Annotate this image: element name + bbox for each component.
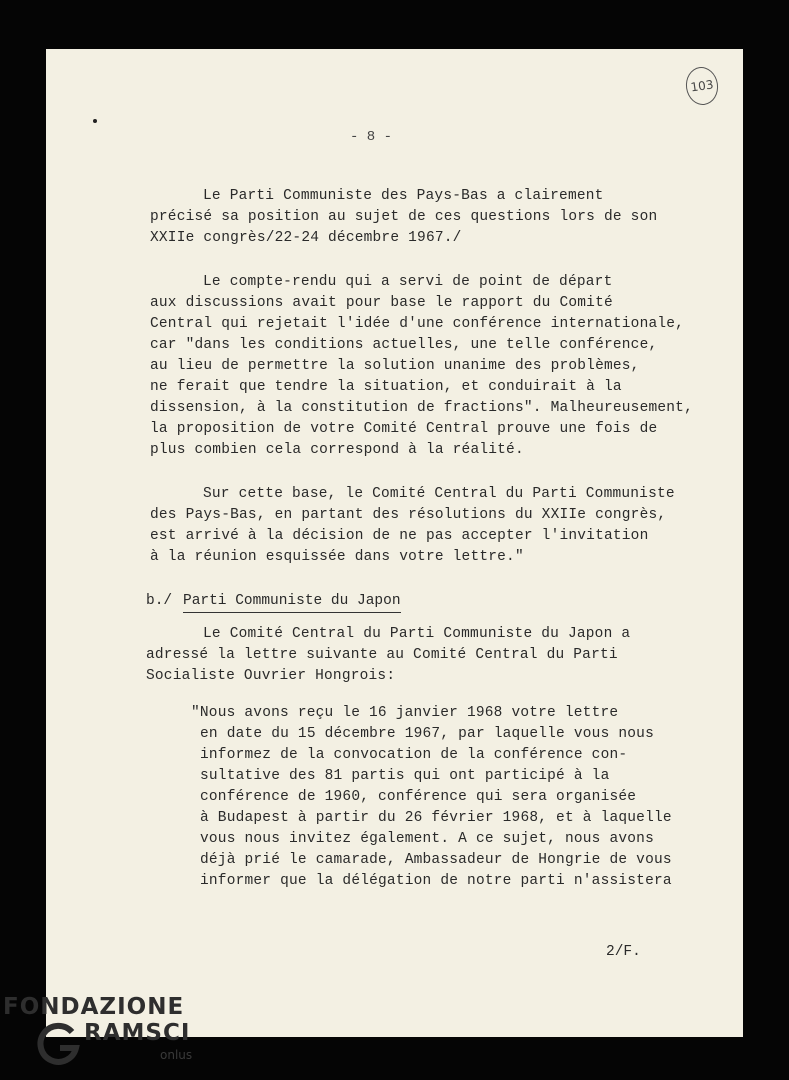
- text-line: adressé la lettre suivante au Comité Central du Parti: [146, 647, 618, 663]
- text-line: des Pays-Bas, en partant des résolutions du XXIIe congrès,: [150, 507, 667, 523]
- archive-number: 103: [684, 65, 721, 107]
- quote-line: à Budapest à partir du 26 février 1968, et à laquelle: [200, 810, 672, 826]
- text-line: à la réunion esquissée dans votre lettre.": [150, 549, 524, 565]
- quote-line: vous nous invitez également. A ce sujet, nous avons: [200, 831, 654, 847]
- text-line: Le Parti Communiste des Pays-Bas a clairement: [203, 188, 604, 204]
- text-line: Central qui rejetait l'idée d'une conférence internationale,: [150, 316, 685, 332]
- text-line: Le compte-rendu qui a servi de point de départ: [203, 274, 613, 290]
- text-line: XXIIe congrès/22-24 décembre 1967./: [150, 230, 462, 246]
- text-line: la proposition de votre Comité Central prouve une fois de: [150, 421, 658, 437]
- text-line: Le Comité Central du Parti Communiste du Japon a: [203, 626, 631, 642]
- text-line: ne ferait que tendre la situation, et conduirait à la: [150, 379, 622, 395]
- quote-line: déjà prié le camarade, Ambassadeur de Hongrie de vous: [200, 852, 672, 868]
- quote-line: sultative des 81 partis qui ont participé à la: [200, 768, 610, 784]
- gramsci-g-icon: [32, 1018, 84, 1070]
- text-line: car "dans les conditions actuelles, une telle conférence,: [150, 337, 658, 353]
- text-line: plus combien cela correspond à la réalité.: [150, 442, 524, 458]
- fondazione-gramsci-watermark: [0, 990, 200, 1080]
- quote-line: informez de la convocation de la conférence con-: [200, 747, 628, 763]
- section-title: Parti Communiste du Japon: [183, 591, 401, 613]
- continuation-ref: 2/F.: [606, 944, 641, 960]
- quote-line: "Nous avons reçu le 16 janvier 1968 votre lettre: [191, 705, 619, 721]
- text-line: précisé sa position au sujet de ces questions lors de son: [150, 209, 658, 225]
- text-line: Sur cette base, le Comité Central du Parti Communiste: [203, 486, 675, 502]
- quote-line: en date du 15 décembre 1967, par laquelle vous nous: [200, 726, 654, 742]
- section-label: b./: [146, 593, 173, 609]
- document-page: [46, 49, 743, 1037]
- text-line: aux discussions avait pour base le rapport du Comité: [150, 295, 613, 311]
- watermark-suffix: onlus: [160, 1048, 193, 1062]
- text-line: est arrivé à la décision de ne pas accepter l'invitation: [150, 528, 649, 544]
- text-line: dissension, à la constitution de fractions". Malheureusement,: [150, 400, 693, 416]
- ink-dot: [93, 119, 97, 123]
- text-line: au lieu de permettre la solution unanime des problèmes,: [150, 358, 640, 374]
- quote-line: informer que la délégation de notre parti n'assistera: [200, 873, 672, 889]
- text-line: Socialiste Ouvrier Hongrois:: [146, 668, 396, 684]
- page-number: - 8 -: [350, 129, 393, 145]
- watermark-line1: FONDAZIONE: [3, 994, 185, 1020]
- quote-line: conférence de 1960, conférence qui sera organisée: [200, 789, 637, 805]
- watermark-line2: RAMSCI: [84, 1020, 191, 1046]
